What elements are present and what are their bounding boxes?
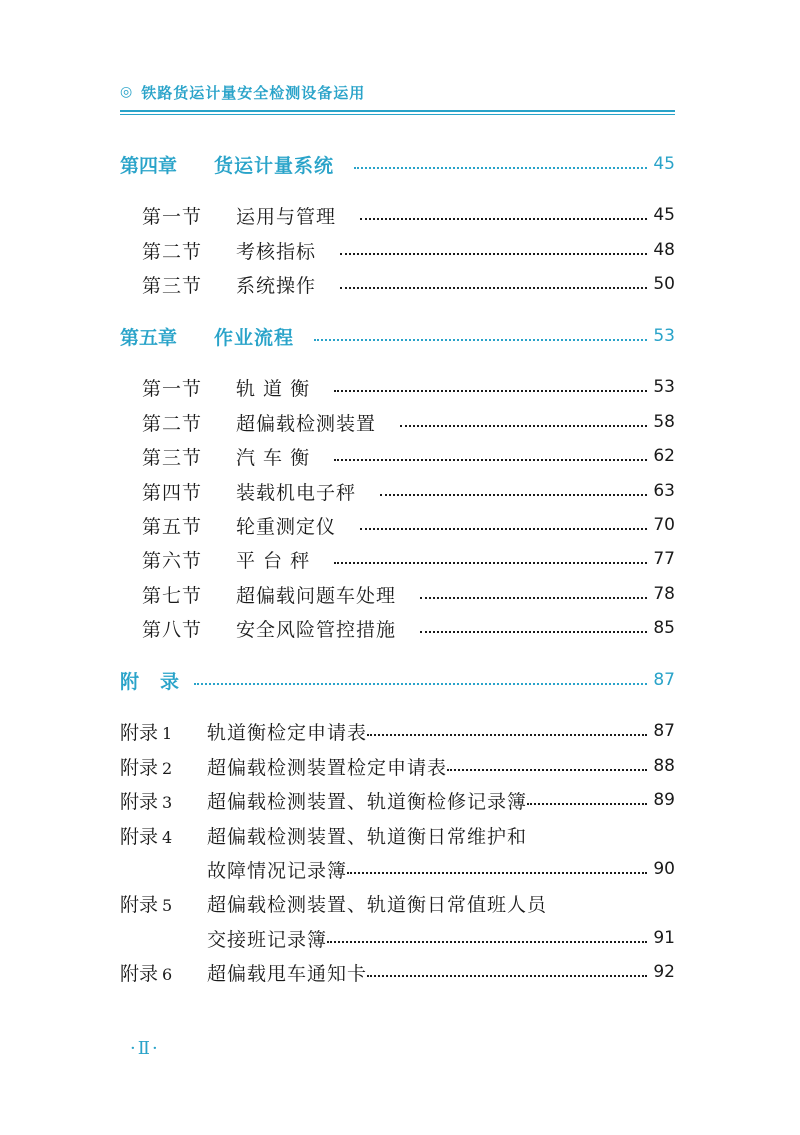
leader-dots: [447, 769, 647, 771]
appendix-title-cont: 交接班记录簿: [207, 928, 328, 951]
section-title: 汽 车 衡: [236, 446, 311, 469]
section-title: 平 台 秤: [236, 549, 311, 572]
leader-dots: [314, 339, 647, 341]
toc-section-5-5[interactable]: [142, 510, 675, 540]
appendix-title: 轨道衡检定申请表: [207, 721, 368, 744]
chapter-title: 作业流程: [214, 326, 295, 349]
toc-section-5-1[interactable]: [142, 372, 675, 402]
toc-appendix-1[interactable]: [120, 716, 675, 746]
appendix-heading-label: 附 录: [120, 670, 181, 693]
toc-section-5-7[interactable]: [142, 579, 675, 609]
page-number: 89: [653, 790, 675, 810]
section-title: 运用与管理: [236, 205, 337, 228]
appendix-number: 附录 5: [120, 893, 173, 916]
toc-appendix-3[interactable]: [120, 785, 675, 815]
toc-section-5-2[interactable]: [142, 407, 675, 437]
page-number: 48: [653, 240, 675, 260]
leader-dots: [327, 941, 647, 943]
section-title: 轮重测定仪: [236, 515, 337, 538]
toc-section-4-1[interactable]: [142, 200, 675, 230]
appendix-title-cont: 故障情况记录簿: [207, 859, 348, 882]
toc-appendix-5[interactable]: [120, 888, 675, 918]
section-title: 超偏载检测装置: [236, 412, 377, 435]
toc-appendix-5-cont[interactable]: [207, 923, 675, 953]
page-number: 58: [653, 412, 675, 432]
book-title: 铁路货运计量安全检测设备运用: [141, 83, 366, 102]
leader-dots: [367, 975, 647, 977]
page-number: 63: [653, 481, 675, 501]
toc-chapter-4[interactable]: [120, 149, 675, 179]
toc-appendix-4-cont[interactable]: [207, 854, 675, 884]
leader-dots: [420, 597, 647, 599]
page-number: 77: [653, 549, 675, 569]
chapter-title: 货运计量系统: [214, 154, 335, 177]
page-number: 87: [653, 670, 675, 690]
page-number: 78: [653, 584, 675, 604]
leader-dots: [194, 683, 647, 685]
section-title: 考核指标: [236, 240, 317, 263]
toc-section-4-3[interactable]: [142, 269, 675, 299]
toc-section-5-6[interactable]: [142, 544, 675, 574]
section-title: 超偏载问题车处理: [236, 584, 397, 607]
page-number: 62: [653, 446, 675, 466]
section-title: 安全风险管控措施: [236, 618, 397, 641]
page-number: 92: [653, 962, 675, 982]
toc-section-5-8[interactable]: [142, 613, 675, 643]
section-number: 第七节: [142, 584, 203, 607]
leader-dots: [380, 494, 647, 496]
toc-section-4-2[interactable]: [142, 235, 675, 265]
page-number: 53: [653, 326, 675, 346]
leader-dots: [420, 631, 647, 633]
section-number: 第六节: [142, 549, 203, 572]
leader-dots: [354, 167, 647, 169]
page-number: 50: [653, 274, 675, 294]
page-number: 91: [653, 928, 675, 948]
appendix-number: 附录 6: [120, 962, 173, 985]
section-number: 第八节: [142, 618, 203, 641]
leader-dots: [367, 734, 647, 736]
page-number: 45: [653, 154, 675, 174]
section-title: 轨 道 衡: [236, 377, 311, 400]
appendix-title: 超偏载检测装置检定申请表: [207, 756, 448, 779]
page-number: 90: [653, 859, 675, 879]
section-number: 第五节: [142, 515, 203, 538]
section-number: 第一节: [142, 205, 203, 228]
leader-dots: [340, 253, 647, 255]
section-number: 第二节: [142, 412, 203, 435]
section-number: 第四节: [142, 481, 203, 504]
appendix-number: 附录 4: [120, 825, 173, 848]
appendix-title: 超偏载检测装置、轨道衡检修记录簿: [207, 790, 528, 813]
appendix-number: 附录 2: [120, 756, 173, 779]
leader-dots: [334, 562, 647, 564]
section-number: 第二节: [142, 240, 203, 263]
header-rule-thick: [120, 110, 675, 112]
toc-appendix-4[interactable]: [120, 820, 675, 850]
leader-dots: [347, 872, 647, 874]
toc-appendix-heading[interactable]: [120, 665, 675, 695]
leader-dots: [334, 459, 647, 461]
circle-mark-icon: ◎: [120, 84, 134, 100]
page-number: 53: [653, 377, 675, 397]
page-number: 85: [653, 618, 675, 638]
section-number: 第三节: [142, 274, 203, 297]
section-number: 第一节: [142, 377, 203, 400]
appendix-title: 超偏载检测装置、轨道衡日常维护和: [207, 825, 528, 848]
leader-dots: [340, 287, 647, 289]
appendix-title: 超偏载检测装置、轨道衡日常值班人员: [207, 893, 548, 916]
leader-dots: [334, 390, 647, 392]
page-folio: ·Ⅱ·: [130, 1038, 160, 1059]
running-header: [120, 80, 675, 104]
page-number: 45: [653, 205, 675, 225]
appendix-number: 附录 3: [120, 790, 173, 813]
toc-appendix-2[interactable]: [120, 751, 675, 781]
leader-dots: [400, 425, 647, 427]
page-number: 87: [653, 721, 675, 741]
header-rule-thin: [120, 114, 675, 115]
page-number: 88: [653, 756, 675, 776]
toc-chapter-5[interactable]: [120, 321, 675, 351]
section-title: 系统操作: [236, 274, 317, 297]
chapter-number: 第五章: [120, 326, 178, 349]
leader-dots: [360, 528, 647, 530]
appendix-title: 超偏载甩车通知卡: [207, 962, 368, 985]
leader-dots: [527, 803, 647, 805]
section-title: 装载机电子秤: [236, 481, 357, 504]
leader-dots: [360, 218, 647, 220]
chapter-number: 第四章: [120, 154, 178, 177]
appendix-number: 附录 1: [120, 721, 173, 744]
section-number: 第三节: [142, 446, 203, 469]
toc-section-5-3[interactable]: [142, 441, 675, 471]
toc-section-5-4[interactable]: [142, 476, 675, 506]
page-number: 70: [653, 515, 675, 535]
toc-appendix-6[interactable]: [120, 957, 675, 987]
